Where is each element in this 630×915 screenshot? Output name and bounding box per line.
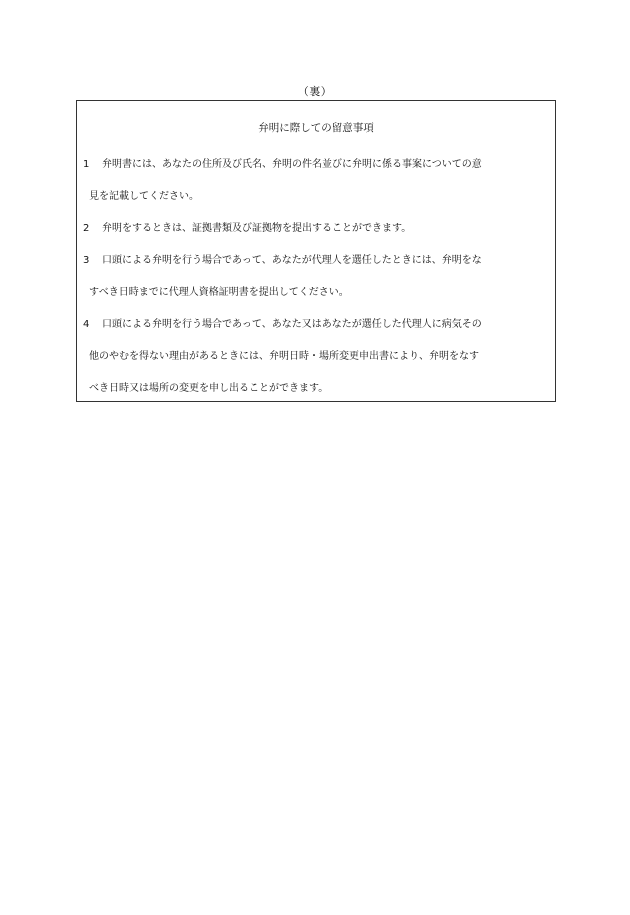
item-line: べき日時又は場所の変更を申し出ることができます。 (89, 383, 329, 394)
page-side-label: （裏） (297, 85, 333, 98)
item-text (89, 309, 549, 405)
notice-list (77, 149, 555, 405)
notice-title: 弁明に際しての留意事項 (258, 122, 374, 134)
item-number: 1 (83, 159, 90, 170)
item-text (102, 213, 549, 245)
item-line: 口頭による弁明を行う場合であって、あなた又はあなたが選任した代理人に病気その (102, 319, 482, 330)
item-number: 2 (83, 223, 90, 234)
item-number: 3 (83, 255, 90, 266)
notice-item-3 (77, 245, 555, 309)
notice-box (76, 100, 556, 402)
item-line: 見を記載してください。 (89, 191, 199, 202)
item-text (89, 149, 549, 213)
item-line: 弁明をするときは、証拠書類及び証拠物を提出することができます。 (102, 223, 412, 234)
item-line: 口頭による弁明を行う場合であって、あなたが代理人を選任したときには、弁明をな (102, 255, 482, 266)
item-line: 弁明書には、あなたの住所及び氏名、弁明の件名並びに弁明に係る事案についての意 (102, 159, 482, 170)
item-number: 4 (83, 319, 90, 330)
item-line: すべき日時までに代理人資格証明書を提出してください。 (89, 287, 349, 298)
item-text (89, 245, 549, 309)
notice-item-1 (77, 149, 555, 213)
notice-item-2 (77, 213, 555, 245)
item-line: 他のやむを得ない理由があるときには、弁明日時・場所変更申出書により、弁明をなす (89, 351, 479, 362)
notice-item-4 (77, 309, 555, 405)
